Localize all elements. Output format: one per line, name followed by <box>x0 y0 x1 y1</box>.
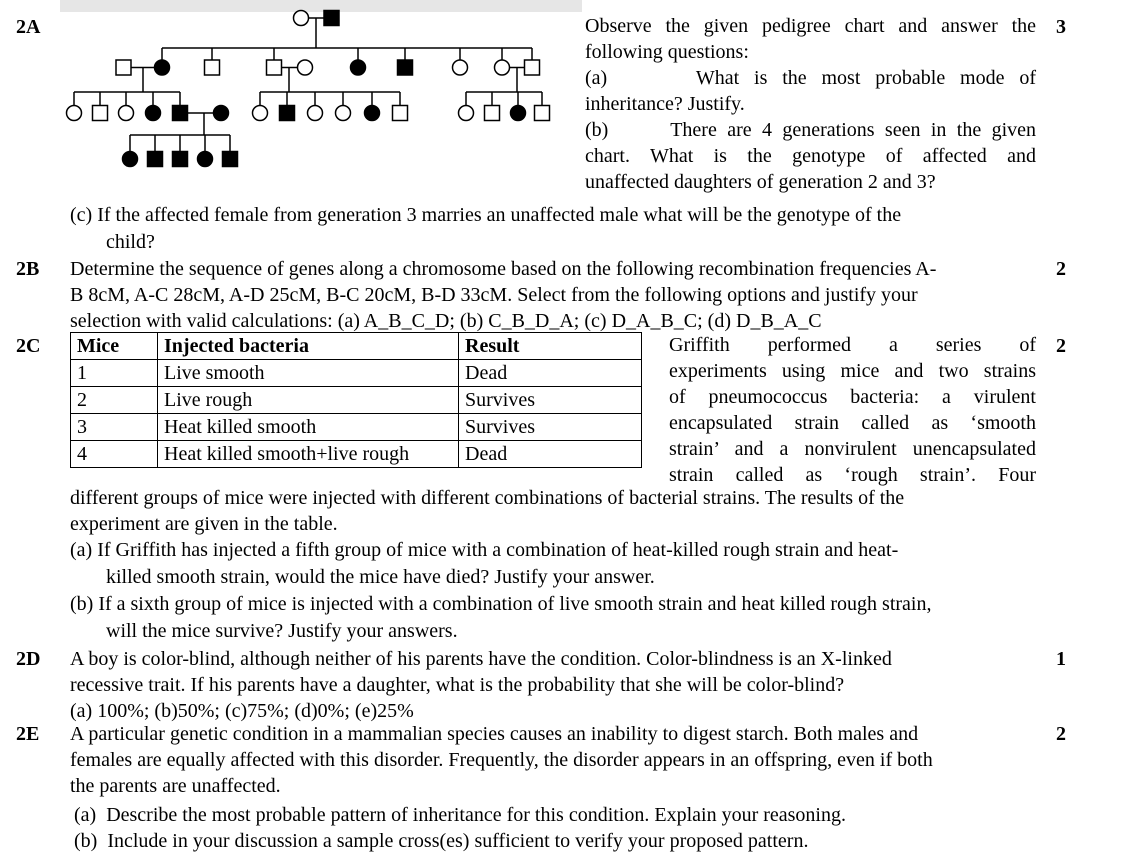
question-2c-part-b: (b) If a sixth group of mice is injected with a combination of live smooth strain and heat killed rough strain, <box>70 593 932 615</box>
question-number-2c: 2C <box>16 335 41 357</box>
question-2a-part-c: (c) If the affected female from generation 3 marries an unaffected male what will be the genotype of the <box>70 204 902 226</box>
pedigree-gen3-male-unaffected <box>393 106 408 121</box>
question-2b-text <box>70 256 936 334</box>
question-number-2b: 2B <box>16 258 40 280</box>
pedigree-gen1-female-unaffected <box>294 11 309 26</box>
pedigree-gen3-male-unaffected <box>93 106 108 121</box>
table-header-result: Result <box>459 333 642 360</box>
pedigree-gen2-male-affected <box>398 60 413 75</box>
question-2c-intro <box>669 332 1036 488</box>
pedigree-gen3-female-unaffected <box>308 106 323 121</box>
pedigree-gen2-female-unaffected <box>298 60 313 75</box>
question-2c-part-a: (a) If Griffith has injected a fifth group of mice with a combination of heat-killed rough strain and heat- <box>70 539 899 561</box>
text-line: recessive trait. If his parents have a daughter, what is the probability that she will be color-blind? <box>70 674 845 696</box>
text-line: of pneumococcus bacteria: a virulent <box>669 386 1036 408</box>
pedigree-gen3-female-unaffected <box>336 106 351 121</box>
question-2c-part-a-cont: killed smooth strain, would the mice have died? Justify your answer. <box>106 566 655 588</box>
table-cell: 3 <box>71 414 158 441</box>
table-row <box>71 387 642 414</box>
text-line: chart. What is the genotype of affected and <box>585 145 1036 167</box>
pedigree-gen3-female-unaffected <box>119 106 134 121</box>
pedigree-gen3-female-affected <box>146 106 161 121</box>
table-header-row <box>71 333 642 360</box>
table-cell: Dead <box>459 360 642 387</box>
table-cell: 2 <box>71 387 158 414</box>
pedigree-gen2-male-unaffected <box>267 60 282 75</box>
pedigree-gen3-male-unaffected <box>485 106 500 121</box>
pedigree-gen3-female-unaffected <box>459 106 474 121</box>
text-line: A boy is color-blind, although neither of his parents have the condition. Color-blindness is an X-linked <box>70 648 892 670</box>
pedigree-chart <box>60 8 580 173</box>
text-line: B 8cM, A-C 28cM, A-D 25cM, B-C 20cM, B-D 33cM. Select from the following options and justify your <box>70 284 918 306</box>
table-row <box>71 414 642 441</box>
question-marks-2b: 2 <box>1056 258 1066 280</box>
table-cell: Live smooth <box>158 360 459 387</box>
table-cell: 1 <box>71 360 158 387</box>
question-marks-2e: 2 <box>1056 723 1066 745</box>
text-line: unaffected daughters of generation 2 and 3? <box>585 171 936 193</box>
griffith-results-table <box>70 332 642 468</box>
text-line: experiment are given in the table. <box>70 513 338 535</box>
question-2d-text <box>70 646 892 724</box>
table-header-injected-bacteria: Injected bacteria <box>158 333 459 360</box>
text-line: following questions: <box>585 41 749 63</box>
pedigree-gen3-male-affected <box>173 106 188 121</box>
text-line: selection with valid calculations: (a) A_B_C_D; (b) C_B_D_A; (c) D_A_B_C; (d) D_B_A_C <box>70 310 822 332</box>
text-line: (a) What is the most probable mode of <box>585 67 1036 89</box>
pedigree-gen3-female-unaffected <box>253 106 268 121</box>
table-row <box>71 360 642 387</box>
pedigree-gen2-female-unaffected <box>453 60 468 75</box>
table-cell: Heat killed smooth+live rough <box>158 441 459 468</box>
question-2c-intro-cont <box>70 485 904 537</box>
question-marks-2d: 1 <box>1056 648 1066 670</box>
question-marks-2a: 3 <box>1056 16 1066 38</box>
text-line: strain’ and a nonvirulent unencapsulated <box>669 438 1036 460</box>
text-line: Observe the given pedigree chart and answer the <box>585 15 1036 37</box>
answer-options: (a) 100%; (b)50%; (c)75%; (d)0%; (e)25% <box>70 700 414 722</box>
text-line: Griffith performed a series of <box>669 334 1036 356</box>
text-line: inheritance? Justify. <box>585 93 745 115</box>
pedigree-gen3-female-affected-spouse <box>214 106 229 121</box>
table-cell: Live rough <box>158 387 459 414</box>
question-marks-2c: 2 <box>1056 335 1066 357</box>
table-cell: Survives <box>459 387 642 414</box>
pedigree-gen2-male-unaffected <box>116 60 131 75</box>
text-line: Determine the sequence of genes along a chromosome based on the following recombination frequencies A- <box>70 258 937 280</box>
question-2e-part-a: (a) Describe the most probable pattern of inheritance for this condition. Explain your reasoning. <box>74 804 846 826</box>
question-2a-text <box>585 13 1036 195</box>
pedigree-gen4-female-affected <box>198 152 213 167</box>
question-2e-part-b: (b) Include in your discussion a sample cross(es) sufficient to verify your proposed pattern. <box>74 830 809 852</box>
pedigree-gen4-male-affected <box>148 152 163 167</box>
pedigree-gen2-female-affected <box>351 60 366 75</box>
question-2e-text <box>70 721 933 799</box>
question-2a-part-c-cont: child? <box>106 231 155 253</box>
text-line: females are equally affected with this disorder. Frequently, the disorder appears in an offspring, even if both <box>70 749 933 771</box>
text-line: experiments using mice and two strains <box>669 360 1036 382</box>
pedigree-gen4-female-affected <box>123 152 138 167</box>
table-cell: Heat killed smooth <box>158 414 459 441</box>
pedigree-gen2-male-unaffected <box>525 60 540 75</box>
text-line: the parents are unaffected. <box>70 775 281 797</box>
question-number-2e: 2E <box>16 723 40 745</box>
table-cell: 4 <box>71 441 158 468</box>
pedigree-gen3-male-affected <box>280 106 295 121</box>
text-line: encapsulated strain called as ‘smooth <box>669 412 1036 434</box>
pedigree-gen3-female-affected <box>511 106 526 121</box>
text-line: different groups of mice were injected with different combinations of bacterial strains. The results of the <box>70 487 905 509</box>
table-row <box>71 441 642 468</box>
text-line: (b) There are 4 generations seen in the given <box>585 119 1036 141</box>
question-2c-part-b-cont: will the mice survive? Justify your answers. <box>106 620 458 642</box>
pedigree-gen3-female-affected <box>365 106 380 121</box>
pedigree-gen1-male-affected <box>324 11 339 26</box>
pedigree-gen3-male-unaffected <box>535 106 550 121</box>
question-number-2d: 2D <box>16 648 41 670</box>
table-header-mice: Mice <box>71 333 158 360</box>
text-line: A particular genetic condition in a mammalian species causes an inability to digest starch. Both males and <box>70 723 919 745</box>
pedigree-gen2-female-affected <box>155 60 170 75</box>
pedigree-gen4-male-affected <box>173 152 188 167</box>
question-number-2a: 2A <box>16 16 41 38</box>
pedigree-gen2-female-unaffected <box>495 60 510 75</box>
pedigree-gen2-male-unaffected <box>205 60 220 75</box>
text-line: strain called as ‘rough strain’. Four <box>669 464 1036 486</box>
table-cell: Survives <box>459 414 642 441</box>
pedigree-gen3-female-unaffected <box>67 106 82 121</box>
table-cell: Dead <box>459 441 642 468</box>
pedigree-gen4-male-affected <box>223 152 238 167</box>
